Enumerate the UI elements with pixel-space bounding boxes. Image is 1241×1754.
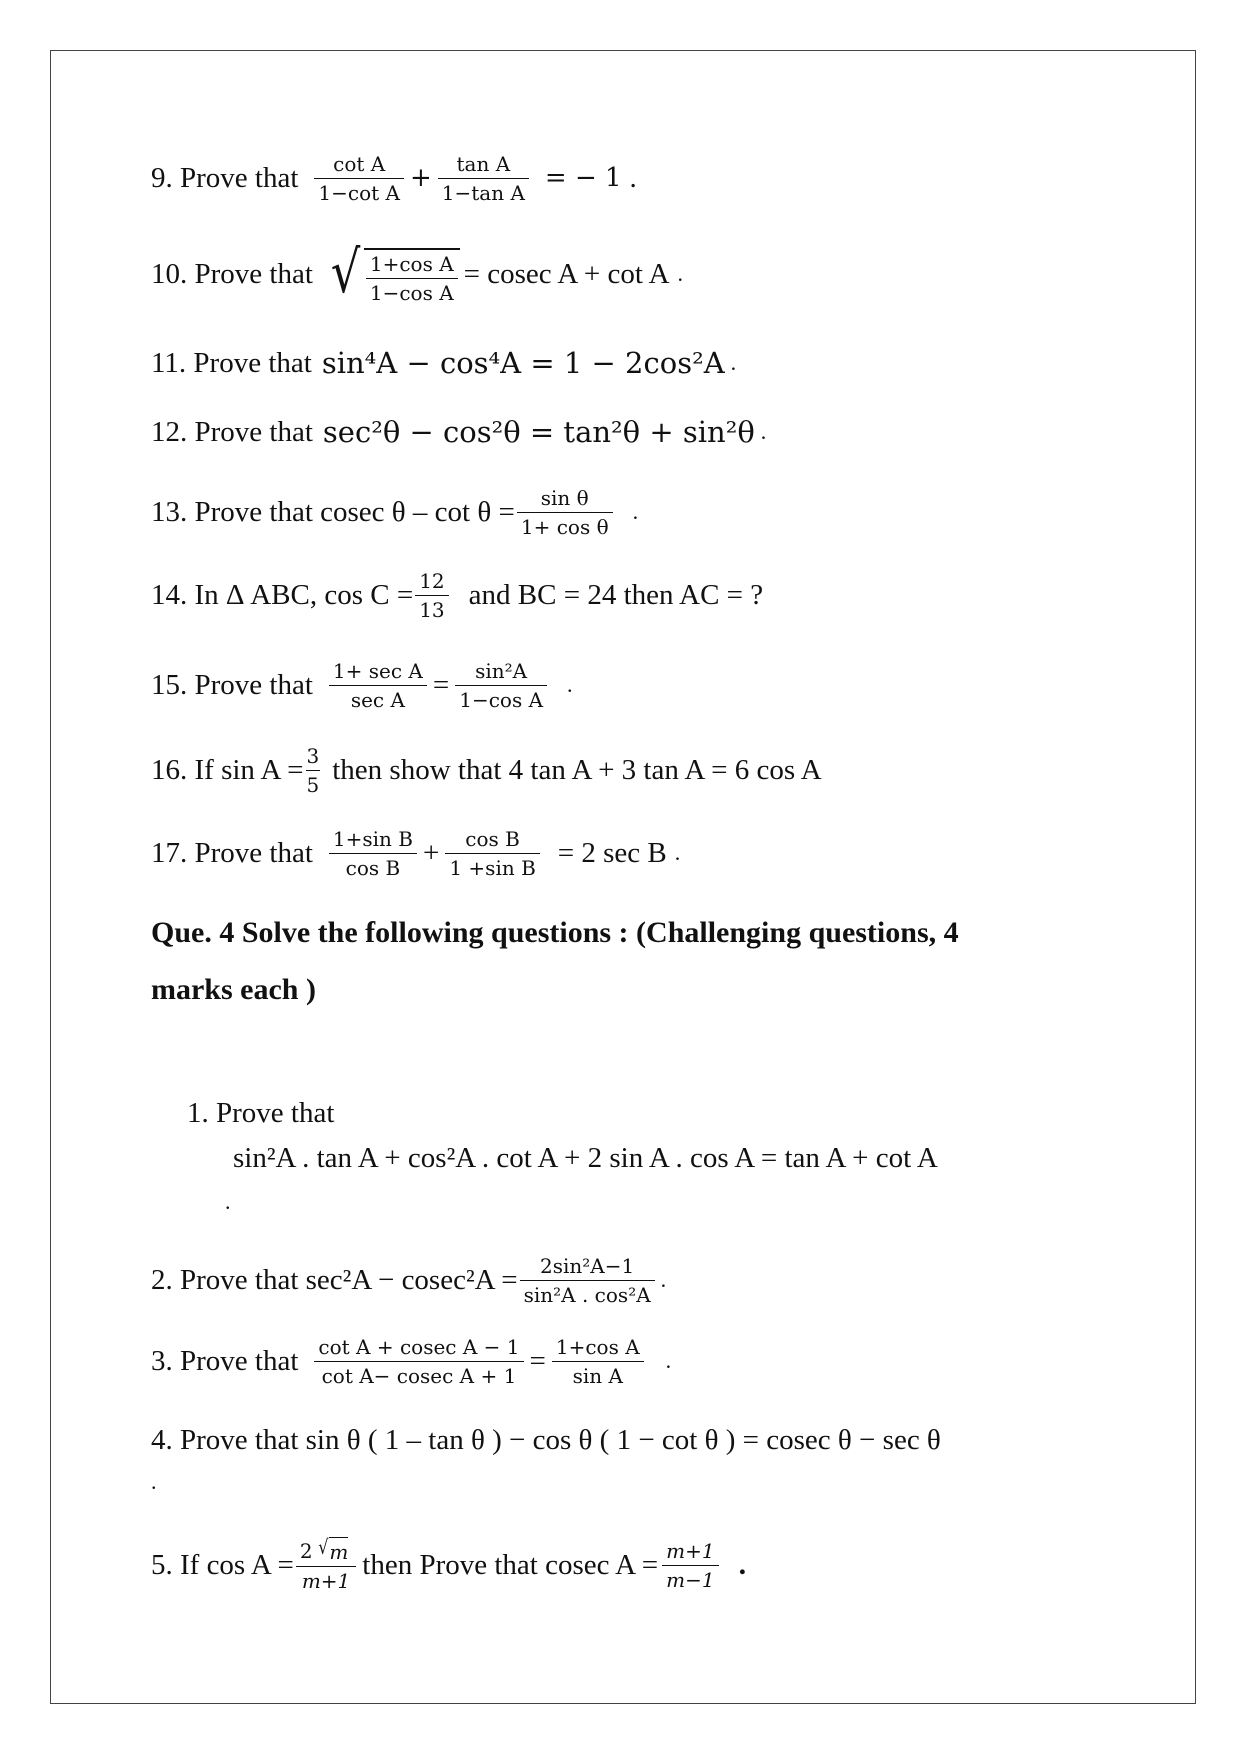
fraction — [306, 742, 321, 799]
denominator: m−1 — [666, 1567, 715, 1592]
denominator: sec A — [350, 687, 405, 712]
operator: + — [409, 163, 432, 193]
equation: sec²θ − cos²θ = tan²θ + sin²θ — [322, 415, 755, 449]
square-root: √ m — [317, 1535, 349, 1564]
question-11 — [151, 333, 736, 393]
numerator: 3 — [306, 743, 320, 768]
coefficient: 2 — [299, 1538, 313, 1563]
period: . — [730, 350, 737, 375]
equals-sign: = — [529, 1344, 546, 1377]
fraction — [445, 825, 539, 882]
equation: sin⁴A − cos⁴A = 1 − 2cos²A — [321, 346, 725, 380]
denominator: 5 — [306, 772, 320, 797]
question-label: 3. Prove that — [151, 1344, 299, 1377]
denominator: sin²A . cos²A — [523, 1282, 651, 1307]
right-hand-side: = − 1 — [544, 163, 622, 193]
denominator: 1−cos A — [369, 280, 454, 305]
fraction — [520, 1252, 655, 1309]
denominator: 1−tan A — [441, 180, 525, 205]
problem-3 — [151, 1331, 671, 1391]
question-label: 2. Prove that sec²A − cosec²A = — [151, 1263, 518, 1296]
fraction — [415, 567, 448, 624]
problem-4-period — [151, 1452, 157, 1512]
question-13 — [151, 482, 638, 542]
section-heading-line-2: marks each ) — [151, 973, 316, 1006]
question-14 — [151, 565, 763, 625]
fraction — [314, 150, 404, 207]
equation: 4. Prove that sin θ ( 1 – tan θ ) − cos θ ( 1 − cot θ ) = cosec θ − sec θ — [151, 1423, 941, 1456]
question-label: 15. Prove that — [151, 668, 313, 701]
question-text: then show that 4 tan A + 3 tan A = 6 cos A — [332, 753, 822, 786]
question-17 — [151, 823, 680, 883]
period: . — [225, 1189, 231, 1214]
fraction — [329, 657, 427, 714]
fraction — [366, 250, 458, 307]
question-label: 9. Prove that — [151, 161, 299, 194]
numerator: sin θ — [540, 485, 589, 510]
period: . — [760, 419, 767, 444]
numerator: cot A + cosec A − 1 — [318, 1334, 520, 1359]
denominator: m+1 — [301, 1569, 351, 1593]
numerator: sin²A — [475, 658, 528, 683]
denominator: sin A — [572, 1363, 623, 1388]
numerator: cot A — [333, 151, 386, 176]
numerator: cos B — [465, 826, 520, 851]
question-label: 13. Prove that cosec θ – cot θ = — [151, 495, 515, 528]
numerator: 2sin²A−1 — [540, 1253, 635, 1278]
numerator: 1+cos A — [555, 1334, 640, 1359]
question-label: 12. Prove that — [151, 415, 313, 448]
denominator: 13 — [419, 597, 445, 622]
fraction — [314, 1333, 523, 1390]
denominator: 1+ cos θ — [520, 514, 609, 539]
fraction — [438, 150, 529, 207]
denominator: 1 +sin B — [449, 855, 536, 880]
period: . — [660, 1267, 667, 1292]
question-16 — [151, 740, 822, 800]
square-root — [327, 237, 460, 307]
radicand: m — [329, 1540, 349, 1564]
period: . — [151, 1469, 157, 1494]
equals-sign: = — [432, 668, 450, 701]
fraction — [517, 484, 613, 541]
problem-1-period — [225, 1172, 231, 1232]
denominator: 1−cos A — [459, 687, 544, 712]
fraction — [296, 1535, 356, 1595]
problem-1-equation — [233, 1128, 938, 1188]
question-label: 14. In Δ ABC, cos C = — [151, 578, 414, 611]
denominator: cot A− cosec A + 1 — [321, 1363, 517, 1388]
numerator: 1+sin B — [332, 826, 413, 851]
problem-4 — [151, 1410, 941, 1470]
equation: sin²A . tan A + cos²A . cot A + 2 sin A . cos A = tan A + cot A — [233, 1141, 938, 1174]
question-text: and BC = 24 then AC = ? — [468, 578, 764, 611]
numerator: 12 — [419, 568, 445, 593]
right-hand-side: = cosec A + cot A — [463, 257, 670, 290]
question-label: 10. Prove that — [151, 257, 313, 290]
period: . — [677, 261, 684, 286]
problem-5 — [151, 1535, 746, 1595]
fraction — [662, 1537, 718, 1594]
denominator: cos B — [345, 855, 401, 880]
question-label: 17. Prove that — [151, 836, 313, 869]
period: . — [738, 1548, 747, 1581]
numerator: tan A — [456, 151, 511, 176]
fraction — [329, 825, 417, 882]
fraction — [552, 1333, 644, 1390]
question-label: 16. If sin A = — [151, 753, 304, 786]
fraction — [455, 657, 547, 714]
period: . — [567, 672, 573, 697]
question-label: 1. Prove that — [187, 1096, 335, 1129]
question-label: 5. If cos A = — [151, 1548, 294, 1581]
question-10 — [151, 237, 684, 306]
question-text: then Prove that cosec A = — [362, 1548, 659, 1581]
numerator: 1+ sec A — [332, 658, 423, 683]
operator: + — [422, 836, 440, 869]
numerator: 1+cos A — [369, 251, 454, 276]
question-15 — [151, 655, 573, 715]
question-12 — [151, 402, 766, 462]
question-label: 11. Prove that — [151, 346, 312, 379]
question-9 — [151, 148, 637, 208]
numerator — [296, 1535, 356, 1566]
numerator: m+1 — [666, 1538, 715, 1563]
period: . — [674, 840, 681, 865]
period: . — [632, 499, 639, 524]
radical-sign: √ — [330, 237, 361, 306]
period: . — [665, 1348, 672, 1373]
period: . — [629, 161, 637, 194]
section-heading-line-1: Que. 4 Solve the following questions : (Challenging questions, 4 — [151, 916, 959, 949]
problem-2 — [151, 1250, 666, 1310]
denominator: 1−cot A — [318, 180, 400, 205]
right-hand-side: = 2 sec B — [557, 836, 667, 869]
